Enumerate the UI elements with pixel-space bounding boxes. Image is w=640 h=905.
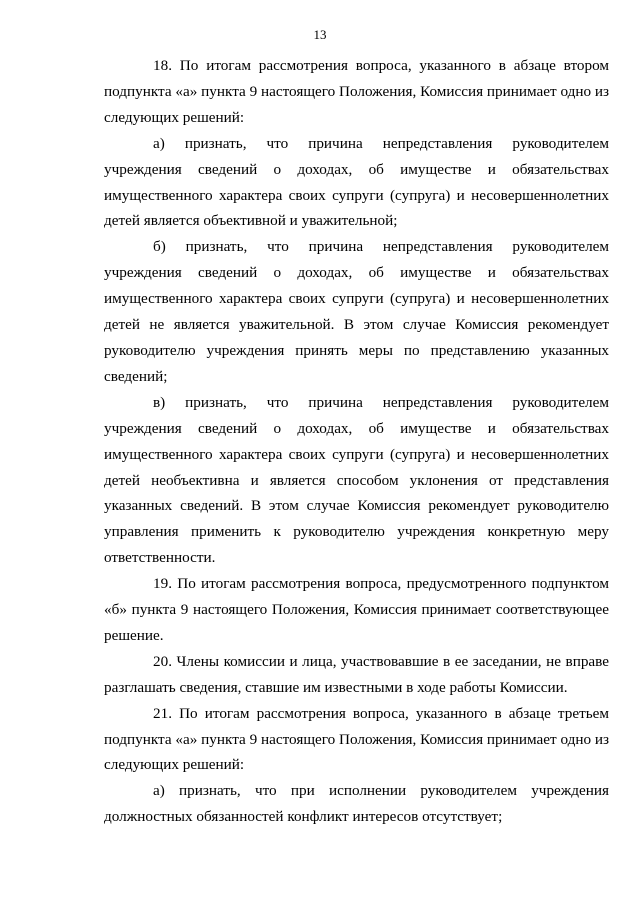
paragraph-18-b: б) признать, что причина непредставления руководителем учреждения сведений о доходах, об имуществе и обязательствах имущественного характера своих супруги (супруга) и несовершеннолетних детей не является уважительной. В этом случае Комиссия рекомендует руководителю учреждения принять меры по представлению указанных сведений;	[104, 238, 609, 385]
page-number: 13	[313, 27, 327, 42]
paragraph-18: 18. По итогам рассмотрения вопроса, указанного в абзаце втором подпункта «а» пункта 9 настоящего Положения, Комиссия принимает одно из следующих решений:	[104, 57, 609, 126]
paragraph-21: 21. По итогам рассмотрения вопроса, указанного в абзаце третьем подпункта «а» пункта 9 настоящего Положения, Комиссия принимает одно из следующих решений:	[104, 704, 609, 774]
paragraph-18-a: а) признать, что причина непредставления руководителем учреждения сведений о доходах, об имуществе и обязательствах имущественного характера своих супруги (супруга) и несовершеннолетних детей является объективной и уважительной;	[104, 134, 609, 230]
paragraph-19: 19. По итогам рассмотрения вопроса, предусмотренного подпунктом «б» пункта 9 настоящего Положения, Комиссия принимает соответствующее решение.	[104, 575, 609, 644]
paragraph-21-a: а) признать, что при исполнении руководителем учреждения должностных обязанностей конфликт интересов отсутствует;	[104, 782, 609, 826]
paragraph-18-v: в) признать, что причина непредставления руководителем учреждения сведений о доходах, об имуществе и обязательствах имущественного характера своих супруги (супруга) и несовершеннолетних детей необъективна и является способом уклонения от представления указанных сведений. В этом случае Комиссия рекомендует руководителю управления применить к руководителю учреждения конкретную меру ответственности.	[104, 393, 609, 567]
paragraph-20: 20. Члены комиссии и лица, участвовавшие в ее заседании, не вправе разглашать сведения, ставшие им известными в ходе работы Комиссии.	[104, 652, 609, 696]
document-body	[104, 53, 609, 830]
